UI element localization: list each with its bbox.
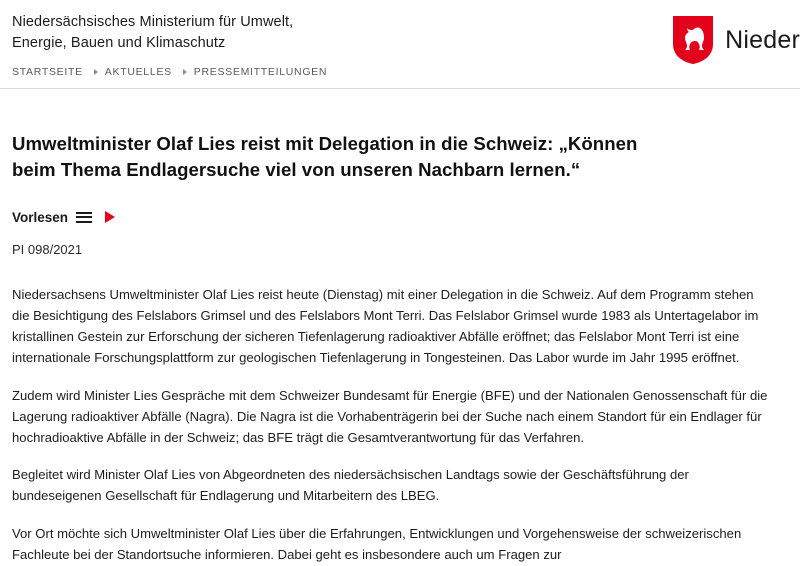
article-paragraph: Niedersachsens Umweltminister Olaf Lies reist heute (Dienstag) mit einer Delegation in die Schweiz. Auf dem Programm stehen die Besichtigung des Felslabors Grimsel und des Felslabors Mont Terri. Das Felslabor Grimsel wurde 1983 als Untertagelabor im kristallinen Gestein zur Erforschung der sicheren Tiefenlagerung radioaktiver Abfälle eröffnet; das Felslabor Mont Terri ist eine internationale Forschungsplattform zur geologischen Tiefenlagerung in Tongesteinen. Das Labor wurde im Jahr 1995 eröffnet. [12, 286, 759, 366]
article-body [12, 284, 786, 565]
breadcrumb-item-startseite[interactable]: STARTSEITE [12, 66, 83, 78]
read-aloud-control[interactable] [12, 210, 786, 225]
site-title [12, 12, 293, 54]
read-aloud-label: Vorlesen [12, 209, 69, 225]
header-divider [0, 88, 800, 89]
breadcrumb-item-aktuelles[interactable]: AKTUELLES [104, 66, 172, 78]
site-title-line-1: Niedersächsisches Ministerium für Umwelt, [12, 14, 294, 30]
brand-lockup[interactable] [671, 14, 800, 66]
article-paragraph: Begleitet wird Minister Olaf Lies von Abgeordneten des niedersächsischen Landtags sowie der Geschäftsführung der bundeseigenen Gesellschaft für Endlagerung und Mitarbeitern des LBEG. [12, 467, 689, 504]
coat-of-arms-icon [671, 14, 715, 66]
site-header [0, 0, 800, 52]
breadcrumb-item-pressemitteilungen[interactable]: PRESSEMITTEILUNGEN [193, 66, 328, 78]
brand-wordmark: Nieder [725, 25, 800, 54]
article-paragraph: Zudem wird Minister Lies Gespräche mit dem Schweizer Bundesamt für Energie (BFE) und der Nationalen Genossenschaft für die Lagerung radioaktiver Abfälle (Nagra). Die Nagra ist die Vorhabenträgerin bei der Suche nach einem Standort für ein Endlager für hochradioaktive Abfälle in der Schweiz; das BFE trägt die Gesamtverantwortung für das Verfahren. [12, 387, 768, 445]
article [0, 131, 800, 565]
chevron-right-icon [183, 69, 187, 75]
site-title-line-2: Energie, Bauen und Klimaschutz [12, 35, 226, 52]
play-icon[interactable] [105, 211, 115, 223]
chevron-right-icon [94, 69, 98, 75]
press-release-number: PI 098/2021 [12, 241, 83, 257]
article-paragraph: Vor Ort möchte sich Umweltminister Olaf Lies über die Erfahrungen, Entwicklungen und Vorgehensweise der schweizerischen Fachleute bei der Standortsuche informieren. Dabei geht es insbesondere auch um Fragen zur [12, 525, 742, 562]
page-title: Umweltminister Olaf Lies reist mit Delegation in die Schweiz: „Können beim Thema Endlagersuche viel von unseren Nachbarn lernen.“ [12, 133, 638, 181]
menu-icon[interactable] [76, 211, 92, 224]
